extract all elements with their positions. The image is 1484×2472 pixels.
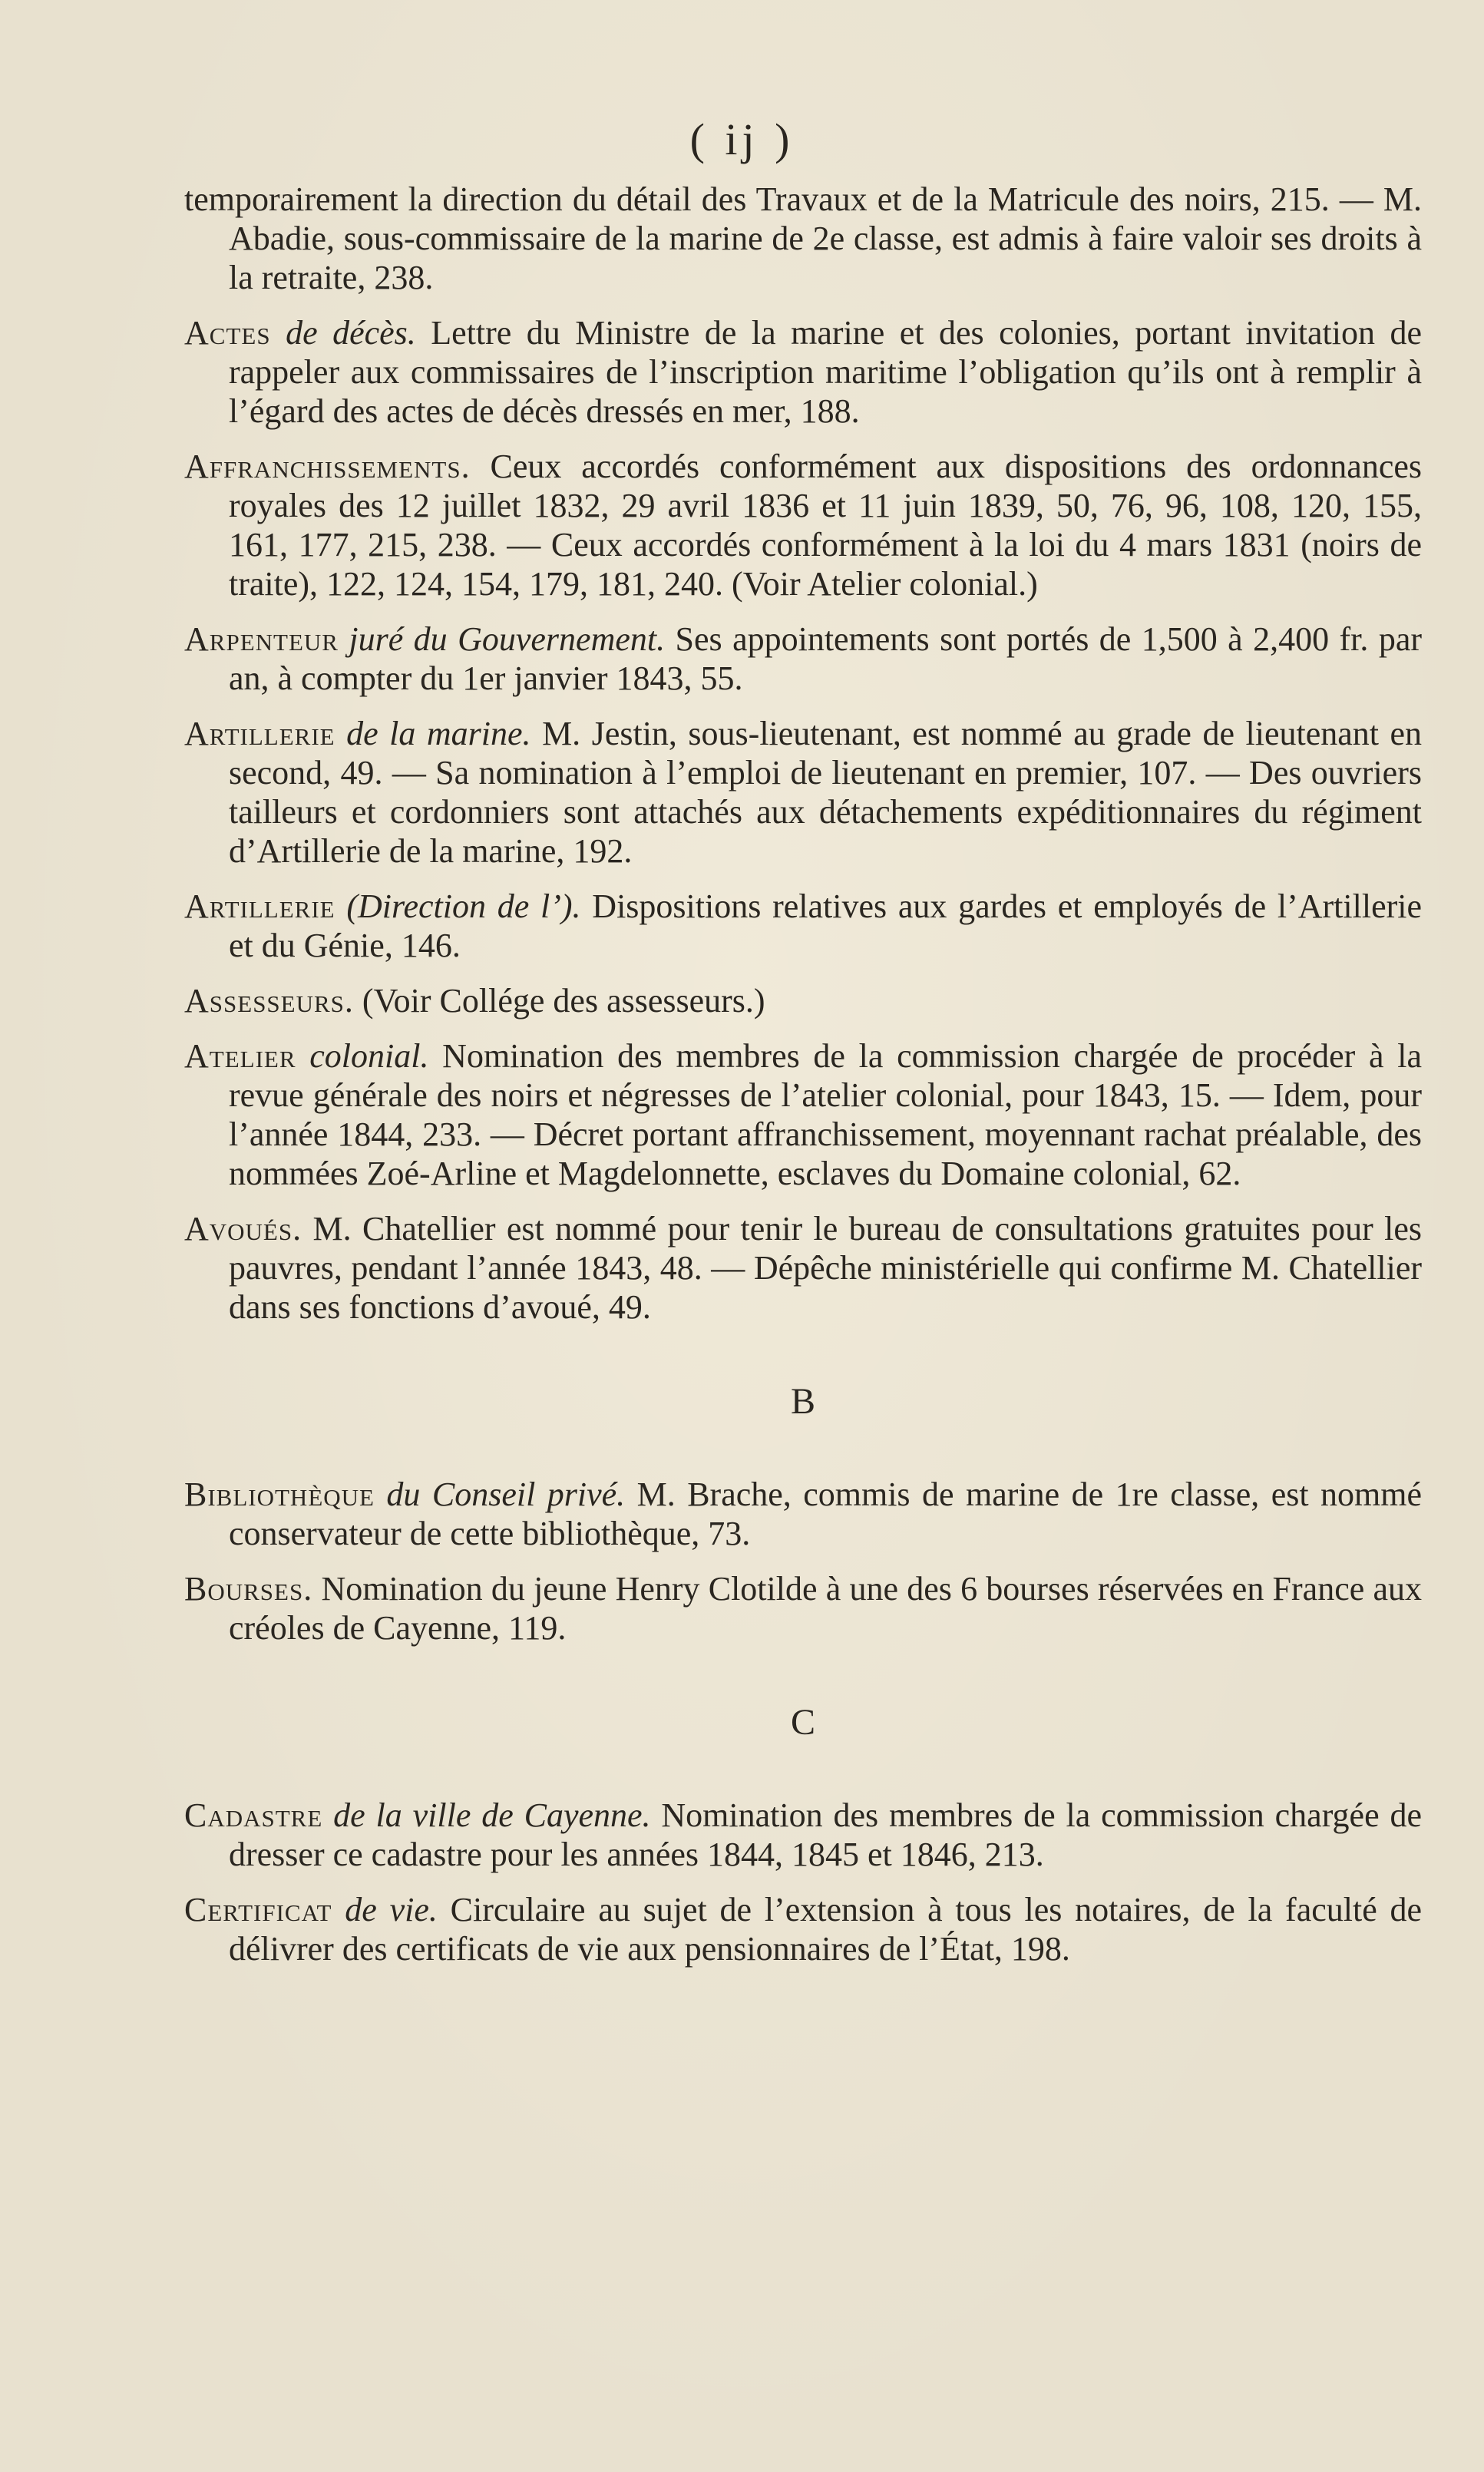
entry-headword: Atelier xyxy=(184,1037,296,1075)
entry-text: M. Brache, commis de marine de 1re classe, est nommé conservateur de cette bibliothèque, 73. xyxy=(229,1476,1423,1552)
entry-headword: Cadastre xyxy=(184,1796,323,1834)
index-entry-artillerie-direction xyxy=(184,887,1422,965)
entry-headword: Assesseurs. xyxy=(184,982,354,1020)
entry-headword: Avoués. xyxy=(184,1210,302,1248)
entry-qualifier: de la ville de Cayenne. xyxy=(333,1796,651,1834)
index-entry-affranchissements xyxy=(184,447,1422,603)
entry-headword: Affranchissements. xyxy=(184,448,471,485)
entry-headword: Certificat xyxy=(184,1891,332,1928)
entry-headword: Artillerie xyxy=(184,715,335,752)
entry-qualifier: colonial. xyxy=(309,1037,429,1075)
entry-qualifier: de vie. xyxy=(345,1891,438,1928)
index-entry-arpenteur xyxy=(184,620,1422,698)
entry-text: Nomination des membres de la commission chargée de dresser ce cadastre pour les années 1844, 1845 et 1846, 213. xyxy=(229,1796,1422,1873)
index-entry-assesseurs xyxy=(184,981,1422,1020)
entry-text: (Voir Collége des assesseurs.) xyxy=(362,982,765,1020)
entry-text: Dispositions relatives aux gardes et employés de l’Artillerie et du Génie, 146. xyxy=(229,887,1423,964)
entry-qualifier: de décès. xyxy=(286,314,416,352)
index-entry-avoues xyxy=(184,1209,1422,1327)
entry-headword: Artillerie xyxy=(184,887,335,925)
index-entry-bourses xyxy=(184,1569,1422,1647)
entry-headword: Bibliothèque xyxy=(184,1476,375,1513)
entry-text: M. Chatellier est nommé pour tenir le bureau de consultations gratuites pour les pauvres, pendant l’année 1843, 48. — Dépêche ministérielle qui confirme M. Chatellier dans ses fonctions d’avoué, 49. xyxy=(229,1210,1423,1326)
page-number: ( ij ) xyxy=(689,114,795,164)
entry-text: Ses appointements sont portés de 1,500 à 2,400 fr. par an, à compter du 1er janvier 1843, 55. xyxy=(229,620,1423,697)
entry-qualifier: (Direction de l’). xyxy=(346,887,581,925)
entry-text: Ceux accordés conformément aux dispositions des ordonnances royales des 12 juillet 1832, 29 avril 1836 et 11 juin 1839, 50, 76, 96, 108, 120, 155, 161, 177, 215, 238. — Ceux accordés conformément à la loi du 4 mars 1831 (noirs de traite), 122, 124, 154, 179, 181, 240. (Voir Atelier colonial.) xyxy=(229,448,1423,603)
index-entry-atelier xyxy=(184,1036,1422,1193)
entry-headword: Actes xyxy=(184,314,271,352)
entry-text: Nomination des membres de la commission chargée de procéder à la revue générale des noirs et négresses de l’atelier colonial, pour 1843, 15. — Idem, pour l’année 1844, 233. — Décret portant affranchissement, moyennant rachat préalable, des nommées Zoé-Arline et Magdelonnette, esclaves du Domaine colonial, 62. xyxy=(229,1037,1423,1192)
entry-text: temporairement la direction du détail des Travaux et de la Matricule des noirs, 215. — M. Abadie, sous-commissaire de la marine de 2e classe, est admis à faire valoir ses droits à la retraite, 238. xyxy=(184,180,1422,296)
entry-qualifier: du Conseil privé. xyxy=(386,1476,626,1513)
entry-headword: Arpenteur xyxy=(184,620,339,658)
index-entry-cadastre xyxy=(184,1796,1422,1874)
index-entry-actes xyxy=(184,313,1422,431)
section-letter-b: B xyxy=(790,1381,815,1422)
section-letter-c: C xyxy=(790,1702,815,1743)
entry-qualifier: juré du Gouvernement. xyxy=(349,620,666,658)
index-content xyxy=(184,180,1423,1985)
index-entry-artillerie-marine xyxy=(184,714,1422,871)
entry-headword: Bourses. xyxy=(184,1570,313,1608)
entry-text: Nomination du jeune Henry Clotilde à une des 6 bourses réservées en France aux créoles de Cayenne, 119. xyxy=(229,1570,1423,1647)
index-entry-bibliotheque xyxy=(184,1475,1422,1553)
index-entry-certificat xyxy=(184,1890,1422,1968)
entry-text: Circulaire au sujet de l’extension à tous les notaires, de la faculté de délivrer des certificats de vie aux pensionnaires de l’État, 198. xyxy=(229,1891,1423,1968)
entry-text: Lettre du Ministre de la marine et des colonies, portant invitation de rappeler aux commissaires de l’inscription maritime l’obligation qu’ils ont à remplir à l’égard des actes de décès dressés en mer, 188. xyxy=(229,314,1423,430)
entry-qualifier: de la marine. xyxy=(346,715,531,752)
entry-text: M. Jestin, sous-lieutenant, est nommé au grade de lieutenant en second, 49. — Sa nomination à l’emploi de lieutenant en premier, 107. — Des ouvriers tailleurs et cordonniers sont attachés aux détachements expéditionnaires du régiment d’Artillerie de la marine, 192. xyxy=(229,715,1423,870)
index-entry-travaux-continuation xyxy=(184,180,1422,297)
